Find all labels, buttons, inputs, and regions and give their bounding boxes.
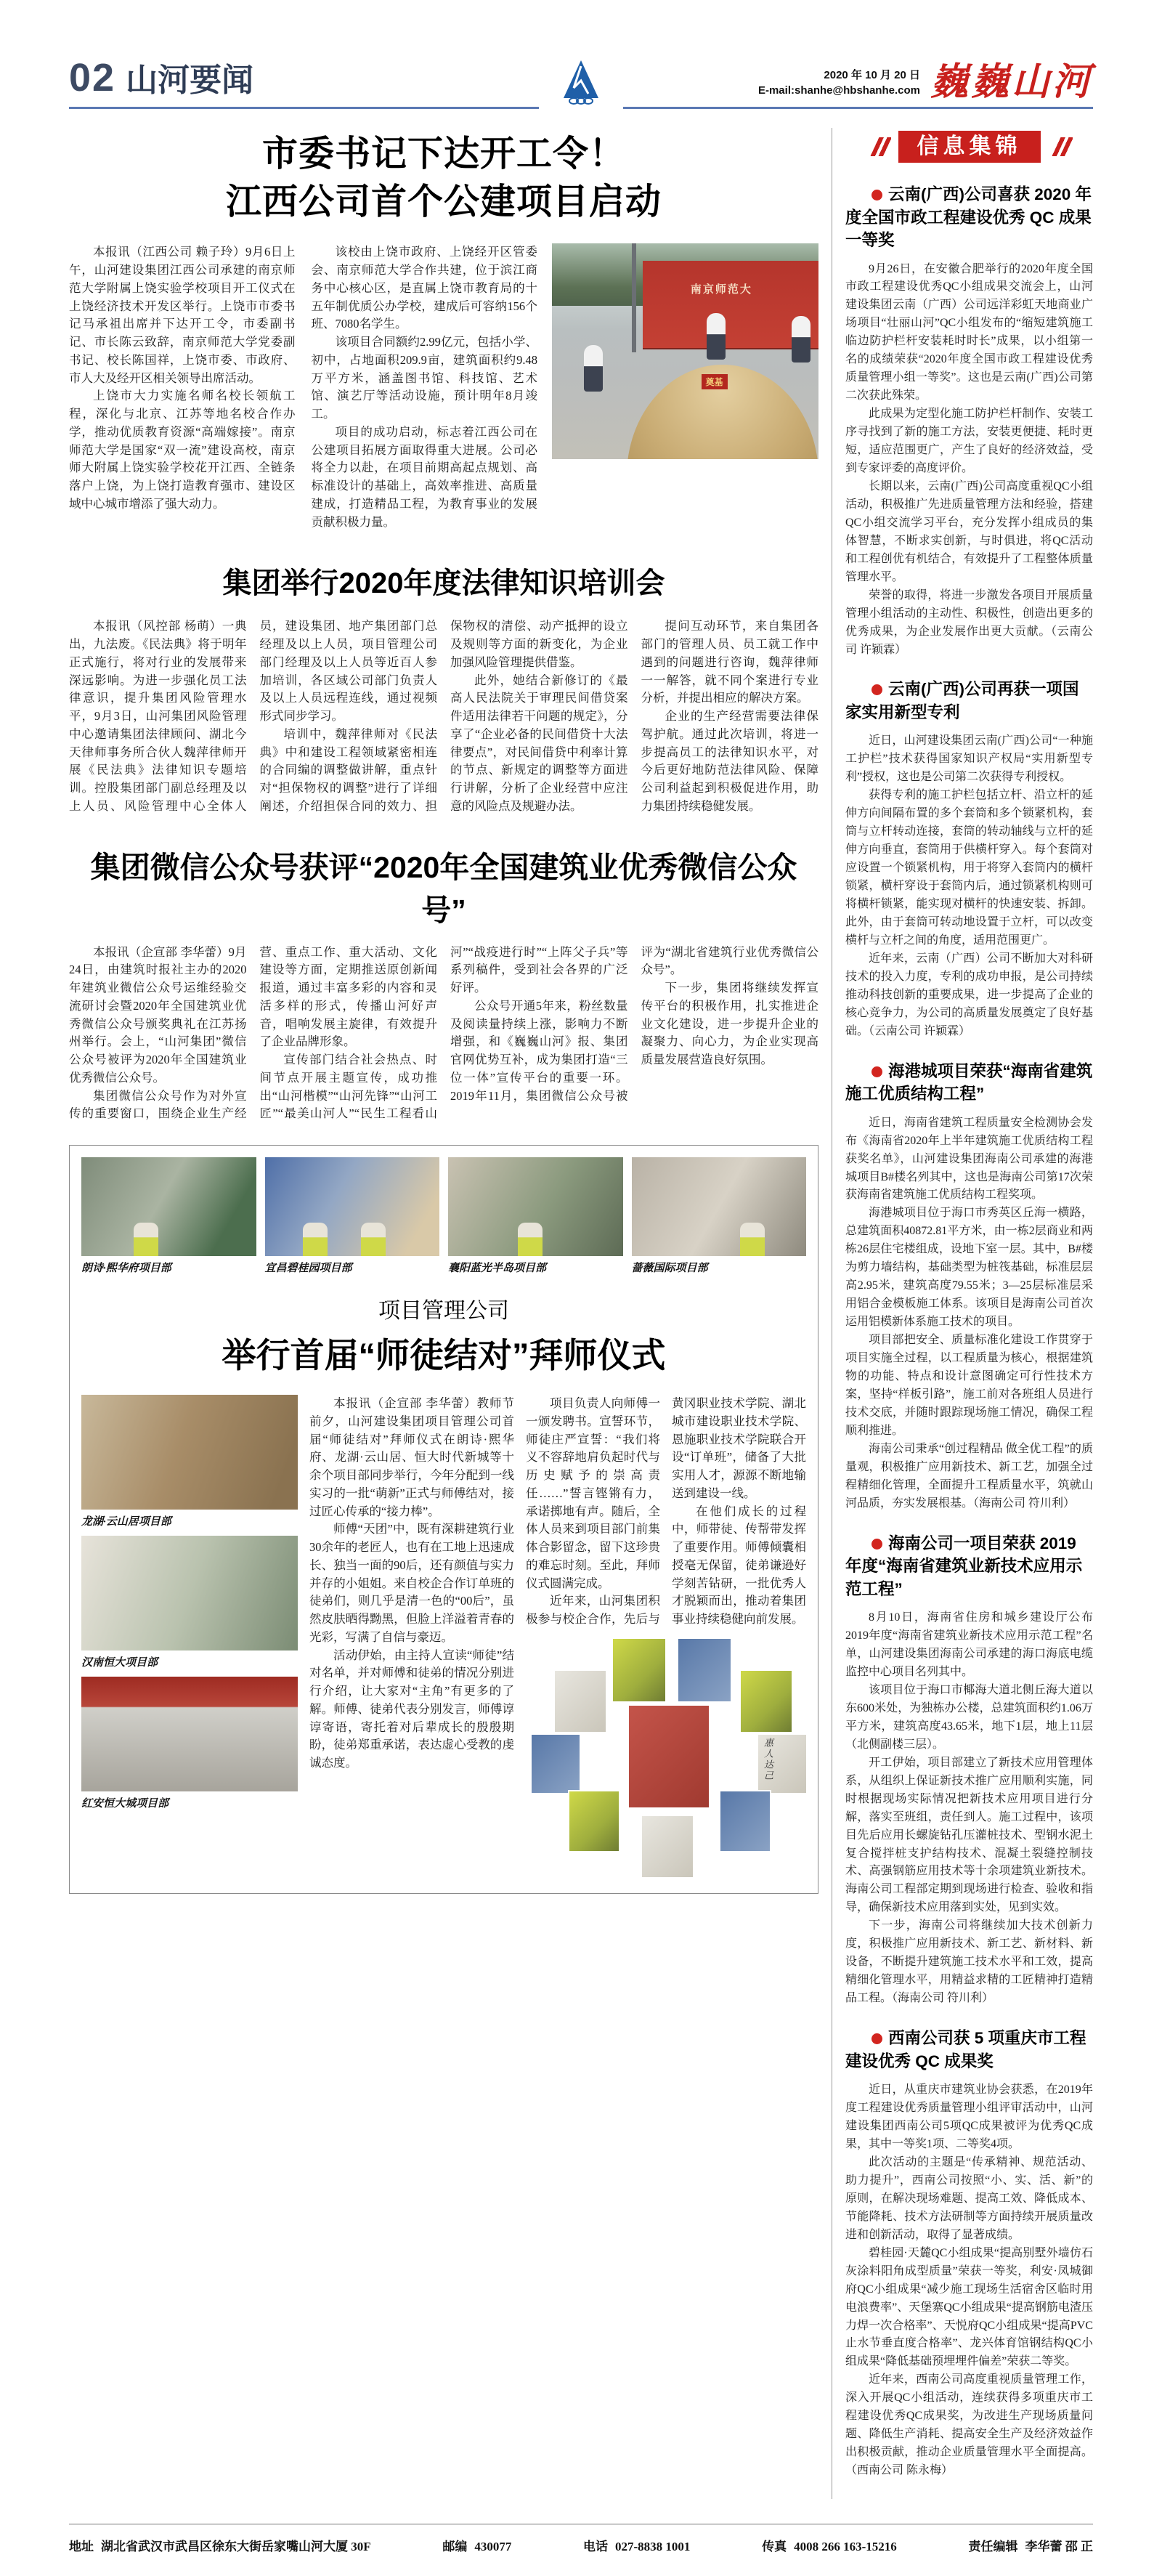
foundation-plaque: 奠基 (702, 374, 728, 389)
photo-truss (632, 243, 636, 352)
article1-body (69, 243, 818, 531)
email-address: E-mail:shanhe@hbshanhe.com (757, 84, 920, 97)
photo-person (134, 1223, 158, 1256)
section-title: 山河要闻 (126, 62, 254, 98)
article3-text: 本报讯（企宣部 李华蕾）9月24日，由建筑时报社主办的2020年建筑业微信公众号运维经验交流研讨会暨2020年全国建筑业优秀微信公众号颁奖典礼在江苏扬州举行。会上，“山河集团”微信公众号被评为2020年全国建筑业优秀微信公众号。 集团微信公众号作为对外宣传的重要窗口，围绕企业生产经营、重点工作、重大活动、文化建设等方面，定期推送原创新闻报道，通过丰富多彩的内容和灵活多样的形式，传播山河好声音，唱响发展主旋律，有效提升了企业品牌形象。 宣传部门结合社会热点、时间节点开展主题宣传，成功推出“山河楷模”“山河先锋”“山河工匠”“最美山河人”“民生工程看山河”“战疫进行时”“上阵父子兵”等系列稿件，受到社会各界的广泛好评。 公众号开通5年来，粉丝数量及阅读量持续上涨，影响力不断增强，和《巍巍山河》报、集团官网优势互补，成为集团打造“三位一体”宣传平台的重要一环。2019年11月，集团微信公众号被评为“湖北省建筑行业优秀微信公众号”。 下一步，集团将继续发挥宣传平台的积极作用，扎实推进企业文化建设，进一步提升企业的凝聚力、向心力，为企业实现高质量发展营造良好氛围。 (69, 944, 818, 1121)
digest-item-body: 近日，山河建设集团云南(广西)公司“一种施工护栏”技术获得国家知识产权局“实用新型专利”授权，这也是公司第二次获得专利授权。 获得专利的施工护栏包括立杆、沿立杆的延伸方向间隔布置的多个套筒和多个锁紧机构，套筒与立杆转动连接，套筒的转动轴线与立杆的延伸方向垂直，套筒用于供横杆穿入。每个套筒对应设置一个锁紧机构，用于将穿入套筒内的横杆锁紧，横杆穿设于套筒内后，通过锁紧机构则可将横杆锁紧，能实现对横杆的快速安装、拆卸。此外，由于套筒可转动地设置于立杆，可以改变横杆与立杆之间的角度，适用范围更广。 近年来，云南（广西）公司不断加大对科研技术的投入力度，专利的成功申报，是公司持续推动科技创新的重要成果，进一步提高了企业的核心竞争力，为公司的高质量发展奠定了良好基础。（云南公司 许颖霖） (845, 734, 1093, 1037)
photo-person (303, 1223, 328, 1256)
article4-right-text: 项目负责人向师傅一一颁发聘书。宣誓环节，师徒庄严宣誓：“我们将义不容辞地肩负起时代与历史赋予的崇高责任……”誓言铿锵有力，承诺掷地有声。随后，全体人员来到项目部门前集体合影留念，留下这珍贵的难忘时刻。至此，拜师仪式圆满完成。 近年来，山河集团积极参与校企合作，先后与黄冈职业技术学院、湖北城市建设职业技术学院、恩施职业技术学院联合开设“订单班”，储备了大批实用人才，源源不断地输送到建设一线。 在他们成长的过程中，师带徒、传帮带发挥了重要作用。师傅倾囊相授毫无保留，徒弟谦逊好学刻苦钻研，一批优秀人才脱颖而出，推动着集团事业持续稳健向前发展。 (526, 1396, 806, 1627)
article3-headline: 集团微信公众号获评“2020年全国建筑业优秀微信公众号” (90, 850, 797, 927)
banner-slash-icon (1048, 137, 1073, 156)
stack-photo-1 (81, 1395, 298, 1528)
digest-item-body: 8月10日，海南省住房和城乡建设厅公布2019年度“海南省建筑业新技术应用示范工程”名单，山河建设集团海南公司承建的海口海底电缆监控中心项目名列其中。 该项目位于海口市椰海大道北侧丘海大道以东600米处，为独栋办公楼，总建筑面积约1.06万平方米，建筑高度43.65米，地下1层，地上11层（北侧副楼三层）。 开工伊始，项目部建立了新技术应用管理体系，从组织上保证新技术推广应用顺利实施，同时根据现场实际情况把新技术应用项目进行分解，落实至班组，责任到人。施工过程中，该项目先后应用长螺旋钻孔压灌桩技术、型钢水泥土复合搅拌桩支护结构技术、混凝土裂缝控制技术、高强钢筋应用技术等十余项建筑业新技术。海南公司工程部定期到现场进行检查、验收和指导，确保新技术应用落到实处，见到实效。 下一步，海南公司将继续加大技术创新力度，积极推广应用新技术、新工艺、新材料、新设备，不断提升建筑施工技术水平和工效，提高精细化管理水平，用精益求精的工匠精神打造精品工程。（海南公司 符川利） (845, 1611, 1093, 2005)
bullet-icon (871, 684, 882, 695)
ceremony-photo (81, 1157, 256, 1256)
collage-photo-center (629, 1706, 709, 1807)
article4-column-a: 本报讯（企宣部 李华蕾）教师节前夕，山河建设集团项目管理公司首届“师徒结对”拜师仪式在朗诗·熙华府、龙湖·云山居、恒大时代新城等十余个项目部同步举行，今年分配到一线实习的一批“萌新”正式与师傅结对，接过匠心传承的“接力棒”。 师傅“天团”中，既有深耕建筑行业30余年的老匠人，也有在工地上迅速成长、独当一面的90后，还有颜值与实力并存的小姐姐。来自校企合作订单班的徒弟们，则几乎是清一色的“00后”，虽然皮肤晒得黝黑，但脸上洋溢着青春的光彩，写满了自信与豪迈。 活动伊始，由主持人宣读“师徒”结对名单，并对师傅和徒弟的情况分别进行介绍，让大家对“主角”有更多的了解。师傅、徒弟代表分别发言，师傅谆谆寄语，寄托着对后辈成长的殷殷期盼，徒弟郑重承诺，表达虚心受教的虔诚态度。 (309, 1396, 514, 1770)
footer-fax: 传真 4008 266 163-15216 (762, 2540, 897, 2554)
digest-item-5 (845, 2027, 1093, 2480)
ceremony-photo (81, 1536, 298, 1650)
strip-photo-3 (448, 1157, 623, 1275)
photo-person (792, 316, 810, 362)
heart-photo-collage (526, 1639, 806, 1879)
main-column (69, 128, 818, 2499)
photo-person (740, 1223, 765, 1256)
footer-phone: 电话 027-8838 1001 (583, 2540, 691, 2554)
digest-item-title (845, 1060, 1093, 1106)
date-email-block (758, 68, 920, 102)
digest-banner (845, 131, 1093, 163)
footer-zipcode: 邮编 430077 (442, 2540, 512, 2554)
article1-headline-line2: 江西公司首个公建项目启动 (225, 182, 662, 222)
digest-item-title-text: 海港城项目荣获“海南省建筑施工优质结构工程” (845, 1061, 1093, 1103)
digest-item-title-text: 西南公司获 5 项重庆市工程建设优秀 QC 成果奖 (845, 2029, 1086, 2070)
collage-photo (555, 1671, 606, 1732)
photo-person (518, 1223, 543, 1256)
article2-text: 本报讯（风控部 杨萌）一典出，九法废。《民法典》将于明年正式施行，将对行业的发展带来深远影响。为进一步强化员工法律意识，提升集团风险管理水平，9月3日，山河集团风险管理中心邀请集团法律顾问、湖北今天律师事务所合伙人魏萍律师开展《民法典》法律知识专题培训。控股集团部门副总经理及以上人员、风险管理中心全体人员，建设集团、地产集团部门总经理及以上人员，项目管理公司部门经理及以上人员等近百人参加培训，各区域公司部门负责人及以上人员远程连线，通过视频形式同步学习。 培训中，魏萍律师对《民法典》中和建设工程领域紧密相连的合同编的调整做讲解，重点针对“担保物权的调整”进行了详细阐述，介绍担保合同的效力、担保物权的清偿、动产抵押的设立及规则等方面的新变化，为企业加强风险管理提供借鉴。 此外，她结合新修订的《最高人民法院关于审理民间借贷案件适用法律若干问题的规定》，分享了“企业必备的民间借贷十大法律要点”，对民间借贷中利率计算的节点、新规定的调整等方面进行讲解，分析了企业经营中应注意的风险点及规避办法。 提问互动环节，来自集团各部门的管理人员、员工就工作中遇到的问题进行咨询，魏萍律师一一解答，就不同个案进行专业分析，并提出相应的解决方案。 企业的生产经营需要法律保驾护航。通过此次培训，将进一步提高员工的法律知识水平，对今后更好地防范法律风险、保障公司利益起到积极促进作用，助力集团持续稳健发展。 (69, 619, 818, 813)
article4-body (81, 1395, 806, 1879)
digest-item-title-text: 云南(广西)公司喜获 2020 年度全国市政工程建设优秀 QC 成果一等奖 (845, 185, 1092, 249)
article4-right (526, 1395, 806, 1879)
photo-caption: 宜昌碧桂园项目部 (264, 1263, 352, 1275)
ceremony-photo (448, 1157, 623, 1256)
article1-headline-line1: 市委书记下达开工令！ (261, 134, 625, 174)
digest-item-body: 近日，海南省建筑工程质量安全检测协会发布《海南省2020年上半年建筑施工优质结构工程获奖名单》，山河建设集团海南公司承建的海港城项目B#楼名列其中，这也是海南公司第17次荣获海南省建筑施工优质结构工程奖项。 海港城项目位于海口市秀英区丘海一横路，总建筑面积40872.81平方米，由一栋2层商业和两栋26层住宅楼组成，设地下室一层。其中，B#楼为剪力墙结构，基础类型为桩筏基础，标准层层高2.95米，建筑高度79.55米；3—25层标准层采用铝合金模板施工体系。该项目是海南公司首次运用铝模新体系施工技术的项目。 项目部把安全、质量标准化建设工作贯穿于项目实施全过程，以工程质量为核心，根据建筑物的功能、特点和设计意图确定可行性技术方案，坚持“样板引路”，施工前对各班组人员进行技术交底，并随时跟踪现场施工情况，确保工程顺利推进。 海南公司秉承“创过程精品 做全优工程”的质量观，积极推广应用新技术、新工艺，加强全过程精细化管理，全面提升工程质量水平，筑就山河品质，夯实发展根基。（海南公司 符川利） (845, 1116, 1093, 1510)
masthead-left (69, 54, 539, 109)
bullet-icon (871, 1066, 882, 1077)
article-groundbreaking (69, 131, 818, 531)
photo-person (707, 313, 726, 360)
digest-item-title-text: 云南(广西)公司再获一项国家实用新型专利 (845, 680, 1079, 721)
collage-photo (758, 1735, 806, 1793)
issue-date: 2020 年 10 月 20 日 (824, 68, 920, 81)
ceremony-photo (81, 1395, 298, 1510)
stack-photo-3 (81, 1677, 298, 1810)
photo-caption: 红安恒大城项目部 (81, 1798, 169, 1810)
collage-photo (720, 1791, 770, 1851)
ceremony-photo-strip (81, 1157, 806, 1275)
ceremony-photo (265, 1157, 440, 1256)
masthead-brand: 巍巍山河 (930, 62, 1093, 103)
digest-item-2 (845, 678, 1093, 1040)
collage-photo (642, 1816, 693, 1877)
ceremony-photo (632, 1157, 807, 1256)
digest-item-body: 9月26日，在安徽合肥举行的2020年度全国市政工程建设优秀QC小组成果交流会上，山河建设集团云南（广西）公司远洋彩虹天地商业广场项目“壮丽山河”QC小组发布的“缩短建筑施工临边防护栏杆安装耗时时长”成果，以小组第一名的成绩荣获“2020年度全国市政工程建设优秀质量管理小组一等奖”。这也是云南(广西)公司第二次获此殊荣。 此成果为定型化施工防护栏杆制作、安装工序寻找到了新的施工方法，安装更便捷、耗时更短，适应范围更广，产生了良好的经济效益，受到专家评委的高度评价。 长期以来，云南(广西)公司高度重视QC小组活动，积极推广先进质量管理方法和经验，搭建QC小组交流学习平台，充分发挥小组成员的集体智慧，不断求实创新，与时俱进，将QC活动和工程创优有机结合，有效提升了工程整体质量管理水平。 荣誉的取得，将进一步激发各项目开展质量管理小组活动的主动性、积极性，创造出更多的优秀成果，为企业发展作出更大贡献。（云南公司 许颖霖） (845, 262, 1093, 656)
page-footer (69, 2524, 1093, 2554)
masthead-right (623, 64, 1093, 109)
photo-person (361, 1223, 386, 1256)
bullet-icon (871, 190, 882, 201)
strip-photo-4 (632, 1157, 807, 1275)
collage-photo (613, 1639, 665, 1701)
collage-motto: 惠人达己 (763, 1737, 773, 1781)
digest-item-title (845, 2027, 1093, 2073)
digest-item-1 (845, 183, 1093, 659)
article4-headline: 举行首届“师徒结对”拜师仪式 (222, 1336, 666, 1375)
digest-item-title (845, 183, 1093, 252)
collage-photo (569, 1791, 619, 1851)
digest-item-title (845, 1532, 1093, 1601)
photo-caption: 龙湖·云山居项目部 (81, 1516, 171, 1528)
bullet-icon (871, 2033, 882, 2044)
footer-editor: 责任编辑 李华蕾 邵 正 (968, 2540, 1093, 2554)
group-logo (539, 59, 623, 109)
page-number: 02 (69, 56, 116, 100)
photo-stage-text: 南京师范大 (690, 283, 752, 296)
groundbreaking-photo (552, 243, 818, 459)
banner-slash-icon (866, 137, 891, 156)
masthead (69, 42, 1093, 109)
bullet-icon (871, 1539, 882, 1550)
digest-item-body: 近日，从重庆市建筑业协会获悉，在2019年度工程建设优秀质量管理小组评审活动中，山河建设集团西南公司5项QC成果被评为优秀QC成果，其中一等奖1项、二等奖4项。 此次活动的主题是“传承精神、规范活动、助力提升”，西南公司按照“小、实、活、新”的原则，在解决现场难题、提高工效、降低成本、节能降耗、技术方法研制等方面持续开展质量改进和创新活动，取得了显著成绩。 碧桂园·天麓QC小组成果“提高别墅外墙仿石灰涂料阳角成型质量”荣获一等奖，利安·凤城御府QC小组成果“减少施工现场生活宿舍区临时用电浪费率”、天堡寨QC小组成果“提高钢筋电渣压力焊一次合格率”、天悦府QC小组成果“提高PVC止水节垂直度合格率”、龙兴体育馆钢结构QC小组成果“降低基础预埋埋件偏差”荣获二等奖。 近年来，西南公司高度重视质量管理工作，深入开展QC小组活动，连续获得多项重庆市工程建设优秀QC成果奖，为改进生产现场质量问题、降低生产消耗、提高安全生产及经济效益作出积极贡献，推动企业质量管理水平全面提高。（西南公司 陈永梅） (845, 2083, 1093, 2477)
photo-caption: 汉南恒大项目部 (81, 1657, 158, 1669)
strip-photo-2 (265, 1157, 440, 1275)
mountain-logo-icon (558, 59, 604, 105)
digest-banner-label: 信息集锦 (898, 131, 1041, 163)
collage-photo (741, 1671, 792, 1732)
article1-text: 本报讯（江西公司 赖子玲）9月6日上午，山河建设集团江西公司承建的南京师范大学附属上饶实验学校项目开工仪式在上饶经济技术开发区举行。上饶市市委书记马承祖出席并下达开工令，市委副书记、市长陈云致辞，南京师范大学党委副书记、校长陈国祥，上饶市委、市政府、市人大及经开区相关领导出席活动。 上饶市大力实施名师名校长领航工程，深化与北京、江苏等地名校合作办学，推动优质教育资源“高端嫁接”。南京师范大学是国家“双一流”建设高校，南京师大附属上饶实验学校花开江西、全链条落户上饶，为上饶打造教育强市、建设区域中心城市增添了强大动力。 该校由上饶市政府、上饶经开区管委会、南京师范大学合作共建，位于滨江商务中心核心区，是直属上饶市教育局的十五年制优质公办学校，建成后可容纳156个班、7080名学生。 该项目合同额约2.99亿元，包括小学、初中，占地面积209.9亩，建筑面积约9.48万平方米，涵盖图书馆、科技馆、艺术馆、演艺厅等活动设施，预计明年8月竣工。 项目的成功启动，标志着江西公司在公建项目拓展方面取得重大进展。公司必将全力以赴，在项目前期高起点规划、高标准设计的基础上，高效率推进、高质量建成，打造精品工程，为教育事业的发展贡献积极力量。 (69, 245, 537, 529)
photo-caption: 朗诗·熙华府项目部 (81, 1263, 171, 1275)
article-mentor-ceremony-box (69, 1145, 818, 1894)
photo-person (584, 345, 603, 392)
article2-headline: 集团举行2020年度法律知识培训会 (222, 567, 665, 600)
news-digest-sidebar (845, 128, 1093, 2499)
digest-item-3 (845, 1060, 1093, 1513)
article1-headline (69, 131, 818, 226)
stack-photo-2 (81, 1536, 298, 1669)
strip-photo-1 (81, 1157, 256, 1275)
article4-photo-stack (81, 1395, 298, 1879)
digest-item-4 (845, 1532, 1093, 2008)
footer-address: 地址 湖北省武汉市武昌区徐东大街岳家嘴山河大厦 30F (69, 2540, 371, 2554)
collage-photo (678, 1639, 731, 1701)
content-area (69, 128, 1093, 2499)
collage-photo (532, 1735, 580, 1793)
photo-caption: 蔷薇国际项目部 (631, 1263, 708, 1275)
ceremony-photo (81, 1677, 298, 1791)
digest-item-title (845, 678, 1093, 724)
article-law-training (69, 560, 818, 815)
photo-caption: 襄阳蓝光半岛项目部 (448, 1263, 547, 1275)
article-wechat-award (69, 843, 818, 1124)
article4-kicker: 项目管理公司 (378, 1299, 509, 1324)
digest-item-title-text: 海南公司一项目荣获 2019 年度“海南省建筑业新技术应用示范工程” (845, 1534, 1083, 1598)
